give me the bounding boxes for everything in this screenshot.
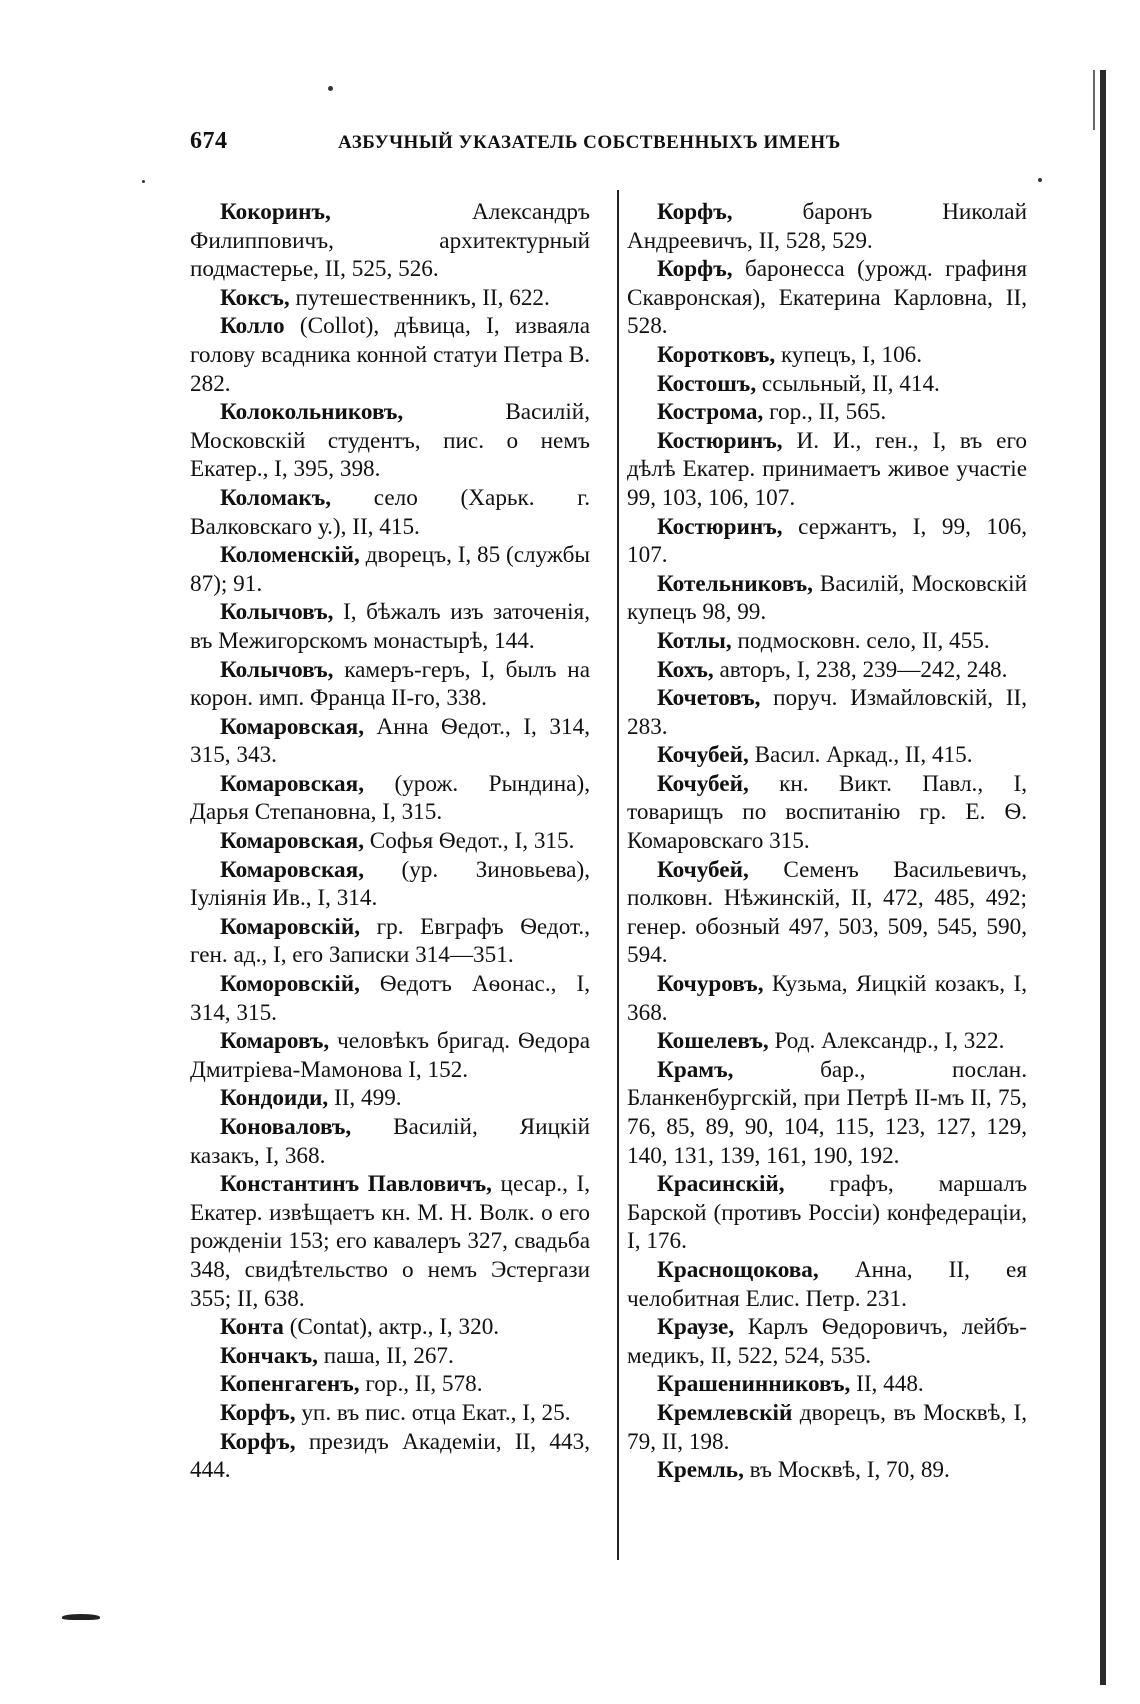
entry-text: Анна, II, ея челобитная Елис. Петр. 231. bbox=[627, 1256, 1027, 1312]
entry-term: Красинскій, bbox=[657, 1171, 785, 1198]
entry-text: Василій, Московскій купецъ 98, 99. bbox=[627, 570, 1027, 626]
entry-text: цесар., I, Екатер. извѣщаетъ кн. М. Н. Волк. о его рожденіи 153; его кавалеръ 327, свадьба 348, свидѣтельство о немъ Эстергази 355; II, 638. bbox=[190, 1171, 590, 1312]
index-entry bbox=[190, 827, 590, 856]
entry-term: Коломакъ, bbox=[220, 484, 332, 511]
index-entry bbox=[190, 1428, 590, 1485]
running-title: АЗБУЧНЫЙ УКАЗАТЕЛЬ СОБСТВЕННЫХЪ ИМЕНЪ bbox=[338, 132, 841, 153]
entry-text: Василій, Московскій студентъ, пис. о немъ Екатер., I, 395, 398. bbox=[190, 399, 590, 483]
index-entry bbox=[190, 913, 590, 970]
index-entry bbox=[627, 741, 1027, 770]
entry-text: (Contat), актр., I, 320. bbox=[283, 1314, 500, 1341]
entry-term: Кочетовъ, bbox=[657, 685, 761, 712]
entry-term: Комаровская, bbox=[220, 770, 364, 797]
entry-text: Карлъ Ѳедоровичъ, лейбъ-медикъ, II, 522, 524, 535. bbox=[627, 1314, 1027, 1369]
entry-text: село (Харьк. г. Валковскаго у.), II, 415. bbox=[190, 484, 590, 540]
index-entry bbox=[190, 484, 590, 541]
index-entry bbox=[627, 198, 1027, 255]
entry-term: Костюринъ, bbox=[657, 427, 783, 454]
entry-term: Конта bbox=[220, 1314, 284, 1341]
entry-term: Крашенинниковъ, bbox=[657, 1371, 851, 1398]
entry-term: Кондоиди, bbox=[220, 1085, 329, 1112]
entry-term: Колло bbox=[220, 313, 285, 340]
entry-term: Котельниковъ, bbox=[657, 570, 813, 597]
index-entry bbox=[627, 1027, 1027, 1056]
index-entry bbox=[190, 1399, 590, 1428]
entry-text: (урож. Рындина), Дарья Степановна, I, 315. bbox=[190, 770, 590, 826]
right-column bbox=[627, 198, 1027, 1485]
entry-text: Александръ Филипповичъ, архитектурный подмастерье, II, 525, 526. bbox=[190, 199, 590, 283]
entry-text: гор., II, 565. bbox=[763, 399, 887, 426]
index-entry bbox=[190, 1170, 590, 1313]
entry-term: Кочубей, bbox=[657, 770, 749, 797]
index-entry bbox=[627, 513, 1027, 570]
entry-term: Корфъ, bbox=[220, 1399, 296, 1426]
index-entry bbox=[190, 284, 590, 313]
entry-term: Копенгагенъ, bbox=[220, 1371, 360, 1398]
index-entry bbox=[190, 1342, 590, 1371]
entry-text: Софья Ѳедот., I, 315. bbox=[364, 828, 575, 855]
index-entry bbox=[627, 970, 1027, 1027]
index-entry bbox=[190, 713, 590, 770]
entry-term: Кончакъ, bbox=[220, 1342, 318, 1369]
entry-term: Коморовскій, bbox=[220, 971, 360, 998]
column-divider bbox=[617, 190, 619, 1560]
entry-text: уп. въ пис. отца Екат., I, 25. bbox=[295, 1399, 571, 1426]
ink-speck bbox=[1038, 178, 1042, 182]
index-entry bbox=[190, 541, 590, 598]
entry-text: въ Москвѣ, I, 70, 89. bbox=[743, 1457, 950, 1484]
entry-term: Кочубей, bbox=[657, 856, 749, 883]
entry-text: баронъ Николай Андреевичъ, II, 528, 529. bbox=[627, 199, 1027, 254]
entry-text: человѣкъ бригад. Ѳедора Дмитріева-Мамонова I, 152. bbox=[190, 1028, 590, 1083]
index-entry bbox=[190, 198, 590, 284]
entry-term: Кремлевскій bbox=[657, 1399, 793, 1426]
entry-term: Колычовъ, bbox=[220, 656, 334, 683]
entry-term: Кочуровъ, bbox=[657, 971, 764, 998]
page-number: 674 bbox=[190, 128, 228, 154]
entry-text: дворецъ, I, 85 (службы 87); 91. bbox=[190, 542, 590, 597]
entry-term: Кокоринъ, bbox=[220, 199, 331, 225]
index-entry bbox=[190, 1027, 590, 1084]
index-entry bbox=[627, 684, 1027, 741]
page-edge-mark bbox=[1093, 70, 1095, 130]
entry-text: И. И., ген., I, въ его дѣлѣ Екатер. принимаетъ живое участіе 99, 103, 106, 107. bbox=[627, 427, 1027, 511]
ink-blot bbox=[62, 1614, 100, 1620]
entry-term: Кочубей, bbox=[657, 742, 749, 769]
index-entry bbox=[627, 398, 1027, 427]
index-entry bbox=[627, 1170, 1027, 1256]
entry-term: Корфъ, bbox=[657, 256, 733, 283]
index-entry bbox=[627, 656, 1027, 685]
entry-term: Комаровская, bbox=[220, 713, 364, 740]
entry-text: ссыльный, II, 414. bbox=[756, 370, 940, 397]
index-entry bbox=[190, 856, 590, 913]
entry-text: гор., II, 578. bbox=[359, 1371, 483, 1398]
entry-term: Константинъ Павловичъ, bbox=[220, 1171, 492, 1198]
entry-text: баронесса (урожд. графиня Скавронская), Екатерина Карловна, II, 528. bbox=[627, 256, 1027, 340]
index-entry bbox=[627, 570, 1027, 627]
index-entry bbox=[190, 970, 590, 1027]
index-entry bbox=[627, 1056, 1027, 1170]
entry-term: Краснощокова, bbox=[657, 1256, 819, 1283]
index-entry bbox=[627, 1256, 1027, 1313]
index-entry bbox=[627, 370, 1027, 399]
index-entry bbox=[627, 255, 1027, 341]
entry-term: Корфъ, bbox=[220, 1428, 296, 1455]
index-entry bbox=[190, 312, 590, 398]
entry-term: Котлы, bbox=[657, 627, 732, 654]
entry-text: сержантъ, I, 99, 106, 107. bbox=[627, 513, 1027, 569]
entry-term: Коноваловъ, bbox=[220, 1114, 352, 1140]
entry-term: Костюринъ, bbox=[657, 513, 783, 540]
index-entry bbox=[190, 1313, 590, 1342]
entry-text: (Collot), дѣвица, I, изваяла голову всадника конной статуи Петра В. 282. bbox=[190, 313, 590, 397]
entry-text: кн. Викт. Павл., I, товарищъ по воспитанію гр. Е. Ѳ. Комаровскаго 315. bbox=[627, 770, 1027, 855]
entry-term: Краузе, bbox=[657, 1314, 735, 1341]
left-column bbox=[190, 198, 590, 1485]
entry-text: II, 448. bbox=[850, 1371, 924, 1398]
entry-text: поруч. Измайловскій, II, 283. bbox=[627, 685, 1027, 740]
entry-text: авторъ, I, 238, 239—242, 248. bbox=[713, 656, 1008, 683]
entry-text: камеръ-геръ, I, былъ на корон. имп. Франца II-го, 338. bbox=[190, 656, 590, 712]
entry-term: Комаровскій, bbox=[220, 913, 361, 940]
entry-term: Коротковъ, bbox=[657, 341, 776, 368]
entry-term: Колычовъ, bbox=[220, 599, 334, 626]
index-entry bbox=[627, 1399, 1027, 1456]
entry-text: Василій, Яицкій казакъ, I, 368. bbox=[190, 1114, 590, 1169]
index-entry bbox=[627, 856, 1027, 970]
entry-text: Васил. Аркад., II, 415. bbox=[748, 742, 973, 769]
entry-text: дворецъ, въ Москвѣ, I, 79, II, 198. bbox=[627, 1399, 1027, 1455]
entry-text: Ѳедотъ Аѳонас., I, 314, 315. bbox=[190, 971, 590, 1026]
index-entry bbox=[627, 1456, 1027, 1485]
index-entry bbox=[627, 1313, 1027, 1370]
index-entry bbox=[190, 398, 590, 484]
index-entry bbox=[190, 1084, 590, 1113]
index-entry bbox=[190, 1370, 590, 1399]
index-entry bbox=[627, 341, 1027, 370]
entry-text: паша, II, 267. bbox=[317, 1342, 454, 1369]
entry-term: Кремль, bbox=[657, 1457, 744, 1484]
entry-term: Комаровская, bbox=[220, 856, 364, 883]
entry-text: графъ, маршалъ Барской (противъ Россіи) конфедераціи, I, 176. bbox=[627, 1171, 1027, 1255]
index-entry bbox=[190, 598, 590, 655]
entry-text: Семенъ Васильевичъ, полковн. Нѣжинскій, II, 472, 485, 492; генер. обозный 497, 503, 509, 545, 590, 594. bbox=[627, 856, 1027, 969]
entry-term: Костошъ, bbox=[657, 370, 757, 397]
entry-text: Род. Александр., I, 322. bbox=[768, 1028, 1005, 1055]
entry-term: Крамъ, bbox=[657, 1056, 734, 1083]
entry-term: Колокольниковъ, bbox=[220, 399, 404, 426]
entry-term: Кохъ, bbox=[657, 656, 714, 683]
entry-term: Кошелевъ, bbox=[657, 1028, 769, 1055]
entry-text: II, 499. bbox=[328, 1085, 402, 1112]
entry-term: Комаровъ, bbox=[220, 1028, 330, 1055]
entry-text: гр. Евграфъ Ѳедот., ген. ад., I, его Записки 314—351. bbox=[190, 913, 590, 969]
index-entry bbox=[627, 627, 1027, 656]
entry-text: Кузьма, Яицкій козакъ, I, 368. bbox=[627, 971, 1027, 1026]
entry-text: купецъ, I, 106. bbox=[775, 341, 923, 368]
entry-term: Корфъ, bbox=[657, 199, 733, 225]
index-entry bbox=[627, 770, 1027, 856]
entry-text: подмосковн. село, II, 455. bbox=[731, 627, 990, 654]
entry-text: (ур. Зиновьева), Іуліянія Ив., I, 314. bbox=[190, 856, 590, 912]
entry-term: Кострома, bbox=[657, 399, 764, 426]
entry-text: I, бѣжалъ изъ заточенія, въ Межигорскомъ монастырѣ, 144. bbox=[190, 599, 590, 654]
entry-term: Коломенскій, bbox=[220, 542, 360, 569]
entry-text: президъ Академіи, II, 443, 444. bbox=[190, 1428, 590, 1484]
index-entry bbox=[190, 1113, 590, 1170]
ink-speck bbox=[142, 180, 145, 183]
entry-term: Коксъ, bbox=[220, 284, 290, 311]
index-entry bbox=[627, 1370, 1027, 1399]
index-entry bbox=[190, 770, 590, 827]
entry-text: Анна Ѳедот., I, 314, 315, 343. bbox=[190, 713, 590, 769]
entry-text: бар., послан. Бланкенбургскій, при Петрѣ II-мъ II, 75, 76, 85, 89, 90, 104, 115, 123, 127, 129, 140, 131, 139, 161, 190, 192. bbox=[627, 1056, 1027, 1169]
ink-speck bbox=[328, 86, 333, 91]
page-edge-shadow bbox=[1100, 70, 1106, 1685]
entry-text: путешественникъ, II, 622. bbox=[289, 284, 550, 311]
index-entry bbox=[627, 427, 1027, 513]
entry-term: Комаровская, bbox=[220, 828, 364, 855]
index-entry bbox=[190, 656, 590, 713]
